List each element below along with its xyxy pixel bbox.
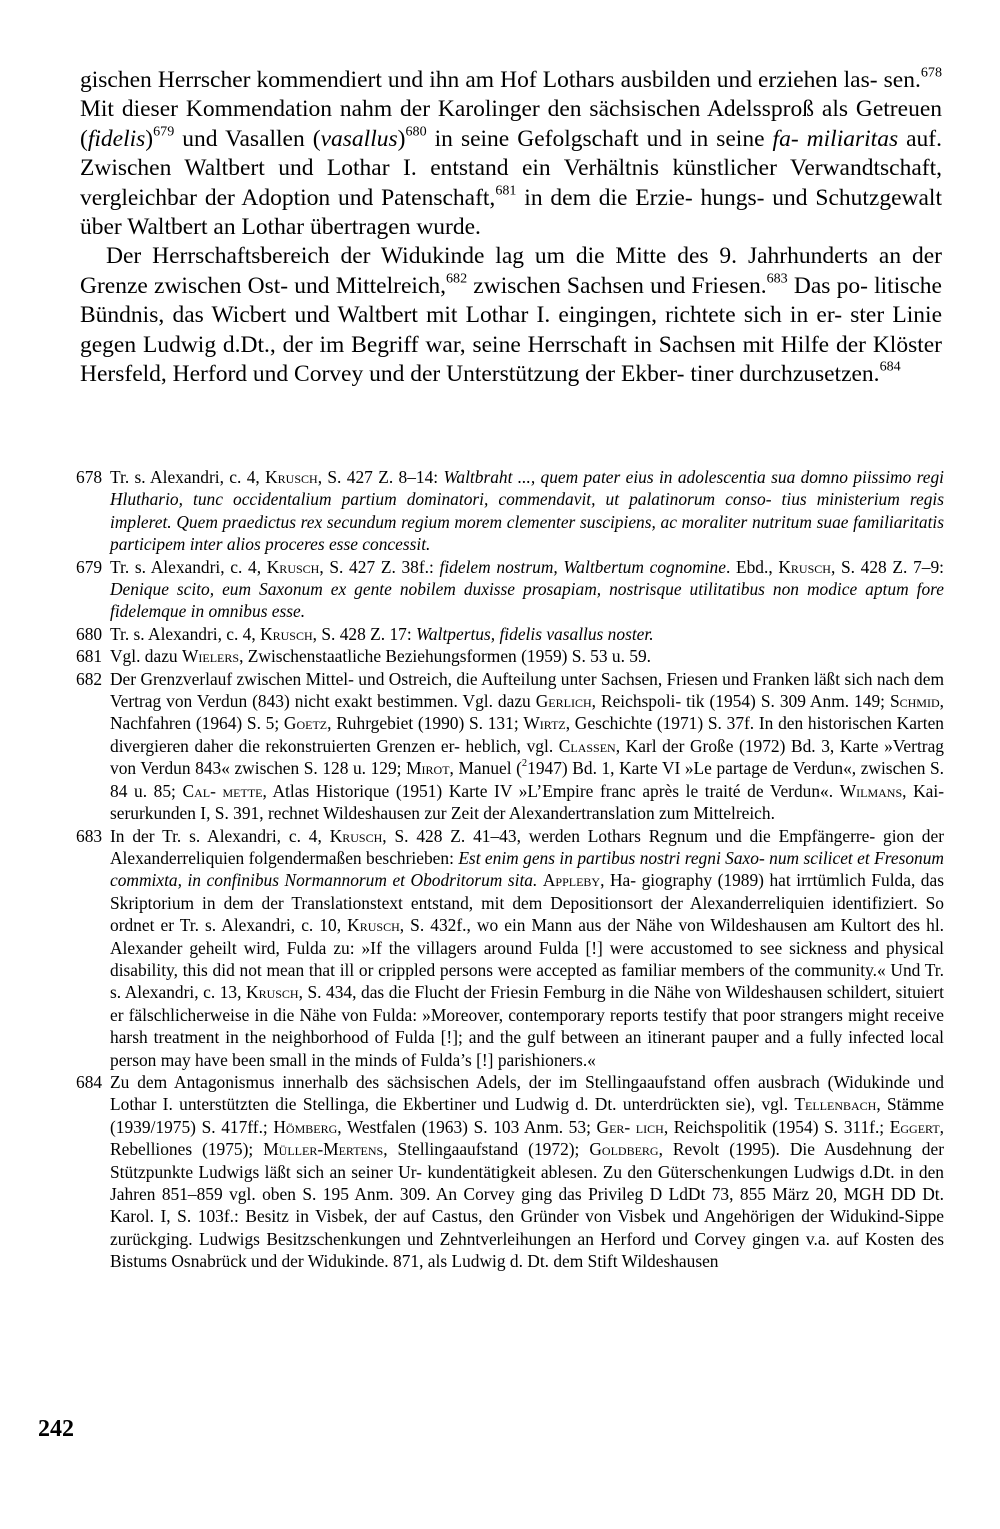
author-name: Goetz [283,713,328,734]
author-name: Goldberg [589,1139,659,1160]
text-run: , Rebelliones (1975); [110,1116,945,1160]
author-name: Wirtz [523,713,566,734]
footnote-682 [76,668,944,825]
author-name: Wilmans [839,780,903,801]
footnote-679 [76,556,944,623]
footnote-number: 683 [76,825,103,846]
footnote-ref-682[interactable]: 682 [445,270,468,287]
author-name: Krusch [266,556,320,577]
text-run: , S. 428 Z. 17: [312,623,417,644]
author-name: Hömberg [273,1116,338,1137]
text-run: . Ebd., [725,556,779,577]
author-name: Krusch [260,623,313,644]
footnote-number: 684 [76,1071,103,1092]
footnote-ref-680[interactable]: 680 [405,123,427,140]
text-run: In der Tr. s. Alexandri, c. 4, [110,825,330,846]
latin-quote: Waltbraht ..., quem pater eius in adolescentia sua domno piissimo regi Hluthario, tunc occidentalium partium dominatori, commendavit, ut palatinorum conso- tius ministerium regis impleret. Quem praedictus rex secundum regium morem clementer suscipiens, ac moraliter nutritum suae familiaritatis participem inter alios proceres esse concessit. [110,467,945,555]
text-run: , Revolt (1995). Die Ausdehnung der Stützpunkte Ludwigs läßt sich an seiner Ur- kundentätigkeit ablesen. Zu den Güterschenkungen Ludwigs d.Dt. in den Jahren 851–859 vgl. oben S. 195 Anm. 309. An Corvey ging das Privileg D LdDt 73, 855 März 20, MGH DD Dt. Karol. I, S. 103f.: Besitz in Visbek, der auf Castus, den Gründer von Visbek und Angehörigen der Widukind-Sippe zurückging. Ludwigs Besitzschenkungen und Zehntverleihungen an Herford und Corvey gingen v.a. auf Kosten des Bistums Osnabrück und der Widukinde. 871, als Ludwig d. Dt. dem Stift Wildeshausen [110,1139,945,1272]
text-run: , Kai- serurkunden I, S. 391, rechnet Wildeshausen zur Zeit der Alexandertranslation zum Mittelreich. [110,780,944,824]
text-run: , Atlas Historique (1951) Karte IV »L’Empire franc après le traité de Verdun«. [262,780,840,801]
author-name: Krusch [265,467,318,487]
text-run: Der Herrschaftsbereich der Widukinde lag um die Mitte des 9. Jahrhunderts an der Grenze zwischen Ost- und Mittelreich, [80,243,942,299]
author-name: Krusch [329,825,383,846]
text-run: 1947) Bd. 1, Karte VI »Le partage de Verdun«, zwischen S. 84 u. 85; [110,758,944,801]
text-run: Tr. s. Alexandri, c. 4, [110,467,266,487]
text-run: , Nachfahren (1964) S. 5; [110,691,944,734]
text-run: , S. 427 Z. 8–14: [317,467,444,487]
text-run: , Zwischenstaatliche Beziehungsformen (1959) S. 53 u. 59. [239,646,652,667]
author-name: Eggert [889,1116,940,1137]
footnote-number: 682 [76,668,103,689]
text-run: , Reichspolitik (1954) S. 311f.; [663,1116,890,1137]
footnote-680 [76,623,944,645]
text-run: Tr. s. Alexandri, c. 4, [110,623,261,644]
text-run: , Ha- giography (1989) hat irrtümlich Fulda, das Skriptorium in dem der Translationstext entstand, mit dem Depositionsort der Alexanderreliquien identifiziert. So ordnet er Tr. s. Alexandri, c. 10, [110,870,944,936]
footnote-number: 681 [76,646,103,667]
text-run: und Vasallen ( [174,125,321,152]
text-run: , S. 428 Z. 41–43, werden Lothars Regnum und die Empfängerre- gion der Alexanderreliquien folgendermaßen beschrieben: [110,825,944,868]
author-name: Schmid [889,691,940,712]
text-run: auf. Zwischen Waltbert und Lothar I. entstand ein Verhältnis künstlicher Verwandtschaft, vergleichbar der Adoption und Patenschaft, [80,125,943,211]
footnote-683 [76,825,945,1071]
text-run: ) [397,125,406,152]
footnote-number: 679 [76,556,103,577]
text-run: Zu dem Antagonismus innerhalb des sächsischen Adels, der im Stellingaaufstand offen ausbrach (Widukinde und Lothar I. unterstützten die Stellinga, die Ekbertiner und Ludwig d. Dt. unterdrückten sie), vgl. [110,1071,944,1115]
footnote-678 [76,466,945,556]
footnote-684 [76,1071,945,1273]
latin-quote: fidelem nostrum, Waltbertum cognomine [439,556,726,577]
page-number: 242 [38,1416,74,1442]
text-run: , Ruhrgebiet (1990) S. 131; [327,713,524,734]
italic-term: fa- miliaritas [772,125,899,152]
footnote-681 [76,645,944,667]
author-name: Ger- lich [596,1116,664,1137]
author-name: Mirot [406,758,450,779]
text-run: in dem die Erzie- hungs- und Schutzgewalt über Waltbert an Lothar übertragen wurde. [80,184,942,241]
footnote-number: 680 [76,623,103,644]
author-name: Krusch [347,915,400,936]
text-run: zwischen Sachsen und Friesen. [467,272,767,299]
main-text [80,66,942,389]
edition-superscript: 2 [521,758,528,770]
footnotes [76,466,945,1273]
text-run: , Geschichte (1971) S. 37f. In den historischen Karten divergieren daher die rekonstruierten Grenzen er- heblich, vgl. [110,713,944,756]
body-text [80,66,942,389]
footnote-ref-684[interactable]: 684 [879,358,901,375]
author-name: Cal- mette [182,780,263,801]
text-run: Vgl. dazu [110,646,182,667]
text-run: , Stämme (1939/1975) S. 417ff.; [110,1094,944,1137]
text-run: in seine Gefolgschaft und in seine [426,125,773,152]
latin-quote: Denique scito, eum Saxonum ex gente nobilem duxisse prosapiam, nostrisque utilitatibus non modice aptum fore fidelemque in omnibus esse. [110,579,944,622]
text-run: , Reichspoli- tik (1954) S. 309 Anm. 149; [591,691,890,712]
text-run: , Karl der Große (1972) Bd. 3, Karte »Vertrag von Verdun 843« zwischen S. 128 u. 129; [110,735,944,779]
paragraph-1 [80,66,942,242]
author-name: Classen [558,735,616,756]
text-run: ) [145,125,154,152]
footnote-ref-678[interactable]: 678 [920,64,942,81]
text-run: Das po- litische Bündnis, das Wicbert und Waltbert mit Lothar I. eingingen, richtete sich in er- ster Linie gegen Ludwig d.Dt., der im Begriff war, seine Herrschaft in Sachsen mit Hilfe der Klöster Hersfeld, Herford und Corvey und der Unterstützung der Ekber- tiner durchzusetzen. [80,272,942,388]
text-run: , S. 427 Z. 38f.: [319,556,440,577]
italic-term: fidelis [87,125,146,152]
latin-quote: Est enim gens in partibus nostri regni Saxo- num scilicet et Fresonum commixta, in confinibus Normannorum et Obodritorum sita. [110,847,944,891]
text-run: , Manuel ( [449,758,522,779]
footnote-number: 678 [76,467,103,487]
author-name: Wielers [181,646,240,667]
text-run: , S. 434, das die Flucht der Friesin Femburg in die Nähe von Wildeshausen schildert, situiert er fälschlicherweise in die Nähe von Fulda: »Moreover, contemporary reports testify that poor strangers might receive harsh treatment in the neighborhood of Fulda [!]; and the gulf between an itinerant pauper and a fully infected local person may have been small in the minds of Fulda’s [!] parishioners.« [110,982,944,1070]
author-name: Krusch [246,982,299,1003]
paragraph-2 [80,242,942,389]
footnote-ref-681[interactable]: 681 [495,182,517,199]
text-run: Tr. s. Alexandri, c. 4, [110,556,267,577]
text-run: Der Grenzverlauf zwischen Mittel- und Ostreich, die Aufteilung unter Sachsen, Friesen und Franken läßt sich nach dem Vertrag von Verdun (843) nicht exakt bestimmen. Vgl. dazu [110,668,944,712]
latin-quote: Waltpertus, fidelis vasallus noster. [416,623,654,644]
text-run: gischen Herrscher kommendiert und ihn am Hof Lothars ausbilden und erziehen las- sen. [80,67,921,93]
text-run: , Westfalen (1963) S. 103 Anm. 53; [337,1116,597,1137]
author-name: Müller-Mertens [263,1139,384,1160]
italic-term: vasallus [320,125,398,152]
footnote-ref-683[interactable]: 683 [766,270,788,287]
text-run: , Stellingaaufstand (1972); [383,1139,590,1160]
author-name: Krusch [778,556,831,577]
author-name: Tellenbach [794,1094,877,1115]
footnote-ref-679[interactable]: 679 [153,123,175,140]
author-name: Appleby [542,870,601,891]
text-run: Mit dieser Kommendation nahm der Karolinger den sächsischen Adelssproß als Getreuen ( [80,96,942,152]
text-run: , S. 428 Z. 7–9: [830,556,944,577]
author-name: Gerlich [535,691,592,712]
text-run: , S. 432f., wo ein Mann aus der Nähe von Wildeshausen am Kultort des hl. Alexander geheilt wird, Fulda zu: »If the villagers around Fulda [!] were accustomed to see sickness and physical disability, this did not mean that ill or crippled persons were accepted as familiar members of the community.« Und Tr. s. Alexandri, c. 13, [110,915,945,1003]
